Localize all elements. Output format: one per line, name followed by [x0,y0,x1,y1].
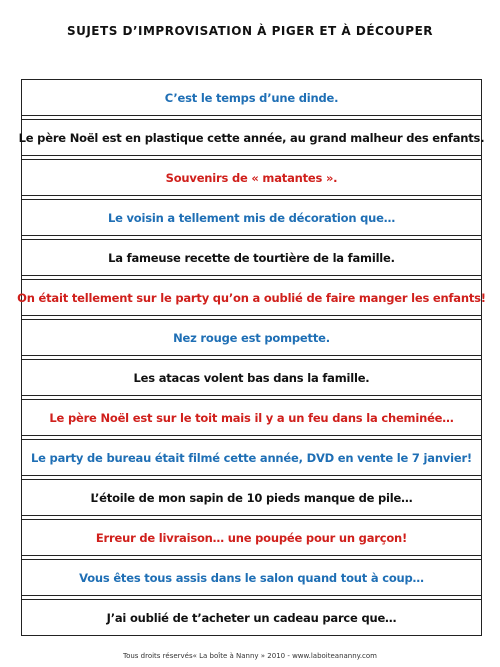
topic-text: Erreur de livraison… une poupée pour un garçon! [95,530,408,545]
topic-text: Le party de bureau était filmé cette année, DVD en vente le 7 janvier! [31,450,472,465]
topic-row-2 [18,120,485,156]
topic-row-5 [21,240,482,276]
topic-row-8 [21,360,482,396]
topic-text: Souvenirs de « matantes ». [165,170,338,185]
topic-text: J’ai oublié de t’acheter un cadeau parce que… [106,610,397,625]
topic-text: Nez rouge est pompette. [173,330,330,345]
topic-row-10 [21,440,482,476]
topic-text: C’est le temps d’une dinde. [164,90,339,105]
topic-row-7 [21,320,482,356]
topic-row-13 [21,560,482,596]
topic-row-6 [17,280,486,316]
topic-text: Le voisin a tellement mis de décoration que… [107,210,396,225]
topic-row-14 [21,600,482,636]
topic-text: On était tellement sur le party qu’on a oublié de faire manger les enfants! [17,290,486,305]
topic-text: Vous êtes tous assis dans le salon quand tout à coup… [79,570,424,585]
topic-row-4 [21,200,482,236]
page-title: SUJETS D’IMPROVISATION À PIGER ET À DÉCOUPER [66,24,434,38]
topic-text: L’étoile de mon sapin de 10 pieds manque de pile… [90,490,413,505]
footer-copyright: Tous droits réservés« La boîte à Nanny » 2010 - www.laboiteananny.com [122,652,378,660]
topic-row-11 [21,480,482,516]
topic-row-9 [21,400,482,436]
topics-table [17,79,486,636]
topic-text: Les atacas volent bas dans la famille. [133,370,370,385]
topic-row-12 [21,520,482,556]
topic-text: Le père Noël est sur le toit mais il y a un feu dans la cheminée… [49,410,454,425]
topic-row-1 [21,80,482,116]
topic-row-3 [21,160,482,196]
topic-text: La fameuse recette de tourtière de la famille. [108,250,395,265]
topic-text: Le père Noël est en plastique cette année, au grand malheur des enfants. [18,130,485,145]
